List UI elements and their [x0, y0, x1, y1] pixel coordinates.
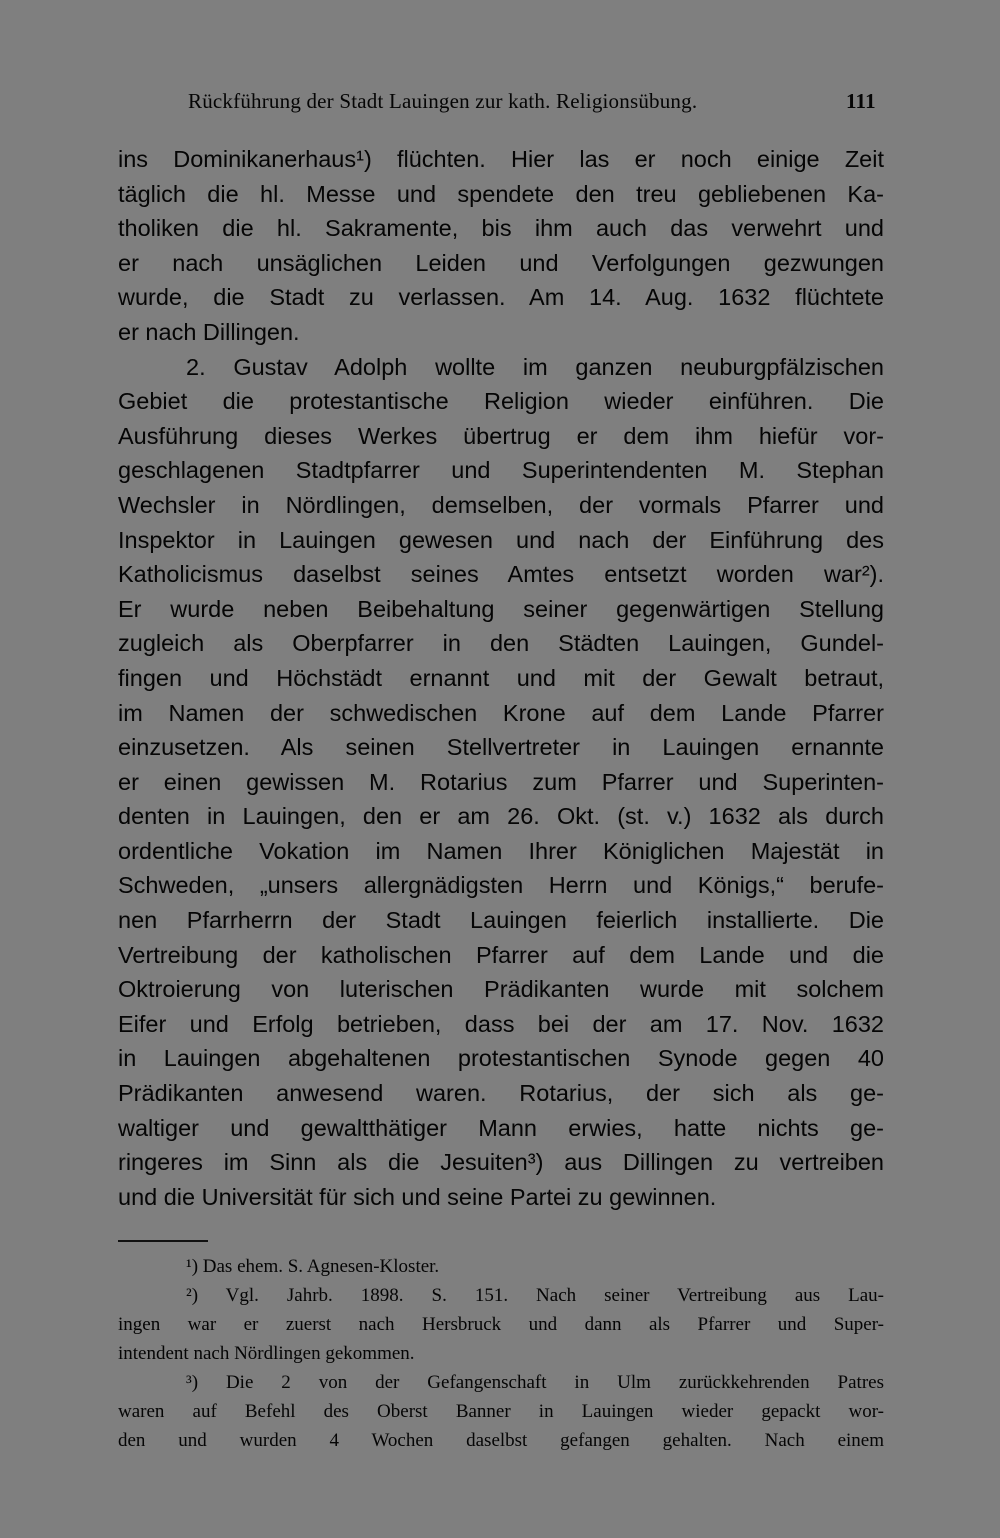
footnote-separator [118, 1240, 208, 1242]
body-line: Eifer und Erfolg betrieben, dass bei der am 17. Nov. 1632 [118, 1010, 884, 1037]
body-line: er nach unsäglichen Leiden und Verfolgungen gezwungen [118, 249, 884, 276]
body-line: ordentliche Vokation im Namen Ihrer Königlichen Majestät in [118, 837, 884, 864]
body-line: in Lauingen abgehaltenen protestantischen Synode gegen 40 [118, 1045, 884, 1072]
running-header [188, 86, 888, 116]
body-line: Gebiet die protestantische Religion wieder einführen. Die [118, 388, 884, 415]
body-line: ringeres im Sinn als die Jesuiten³) aus Dillingen zu vertreiben [118, 1149, 884, 1176]
footnote-line: intendent nach Nördlingen gekommen. [118, 1343, 415, 1364]
footnote-line: waren auf Befehl des Oberst Banner in Lauingen wieder gepackt wor- [118, 1401, 884, 1422]
footnotes [118, 1252, 884, 1455]
body-line: Prädikanten anwesend waren. Rotarius, der sich als ge- [118, 1080, 884, 1107]
body-line: er nach Dillingen. [118, 318, 300, 345]
footnote-line: ²) Vgl. Jahrb. 1898. S. 151. Nach seiner Vertreibung aus Lau- [186, 1285, 884, 1306]
body-line: er einen gewissen M. Rotarius zum Pfarrer und Superinten- [118, 768, 884, 795]
body-line: waltiger und gewaltthätiger Mann erwies, hatte nichts ge- [118, 1114, 884, 1141]
body-line: einzusetzen. Als seinen Stellvertreter in Lauingen ernannte [118, 734, 884, 761]
section-start-line: 2. Gustav Adolph wollte im ganzen neuburgpfälzischen [186, 353, 884, 380]
running-title: Rückführung der Stadt Lauingen zur kath. Religionsübung. [188, 89, 698, 113]
body-line: Oktroierung von luterischen Prädikanten wurde mit solchem [118, 976, 884, 1003]
body-line: tholiken die hl. Sakramente, bis ihm auch das verwehrt und [118, 215, 884, 242]
body-text [118, 142, 884, 1214]
body-line: nen Pfarrherrn der Stadt Lauingen feierlich installierte. Die [118, 907, 884, 934]
footnote-line: den und wurden 4 Wochen daselbst gefangen gehalten. Nach einem [118, 1430, 884, 1451]
body-line: und die Universität für sich und seine Partei zu gewinnen. [118, 1183, 717, 1210]
body-line: Katholicismus daselbst seines Amtes entsetzt worden war²). [118, 561, 884, 588]
footnote-line: ingen war er zuerst nach Hersbruck und dann als Pfarrer und Super- [118, 1314, 884, 1335]
footnote-line: ¹) Das ehem. S. Agnesen-Kloster. [186, 1256, 440, 1277]
body-line: wurde, die Stadt zu verlassen. Am 14. Aug. 1632 flüchtete [118, 284, 884, 311]
body-line: Er wurde neben Beibehaltung seiner gegenwärtigen Stellung [118, 595, 884, 622]
page-number: 111 [846, 89, 876, 113]
body-line: Ausführung dieses Werkes übertrug er dem ihm hiefür vor- [118, 422, 884, 449]
body-line: im Namen der schwedischen Krone auf dem Lande Pfarrer [118, 699, 884, 726]
footnote-line: ³) Die 2 von der Gefangenschaft in Ulm zurückkehrenden Patres [186, 1372, 884, 1393]
body-line: ins Dominikanerhaus¹) flüchten. Hier las er noch einige Zeit [118, 146, 884, 172]
body-line: Vertreibung der katholischen Pfarrer auf dem Lande und die [118, 941, 884, 968]
body-line: zugleich als Oberpfarrer in den Städten Lauingen, Gundel- [118, 630, 884, 657]
body-line: Schweden, „unsers allergnädigsten Herrn und Königs,“ berufe- [118, 872, 884, 899]
body-line: Inspektor in Lauingen gewesen und nach der Einführung des [118, 526, 884, 553]
body-line: Wechsler in Nördlingen, demselben, der vormals Pfarrer und [118, 491, 884, 518]
body-line: geschlagenen Stadtpfarrer und Superintendenten M. Stephan [118, 457, 884, 484]
body-line: denten in Lauingen, den er am 26. Okt. (st. v.) 1632 als durch [118, 803, 884, 830]
body-line: fingen und Höchstädt ernannt und mit der Gewalt betraut, [118, 664, 884, 691]
body-line: täglich die hl. Messe und spendete den treu gebliebenen Ka- [118, 180, 884, 207]
